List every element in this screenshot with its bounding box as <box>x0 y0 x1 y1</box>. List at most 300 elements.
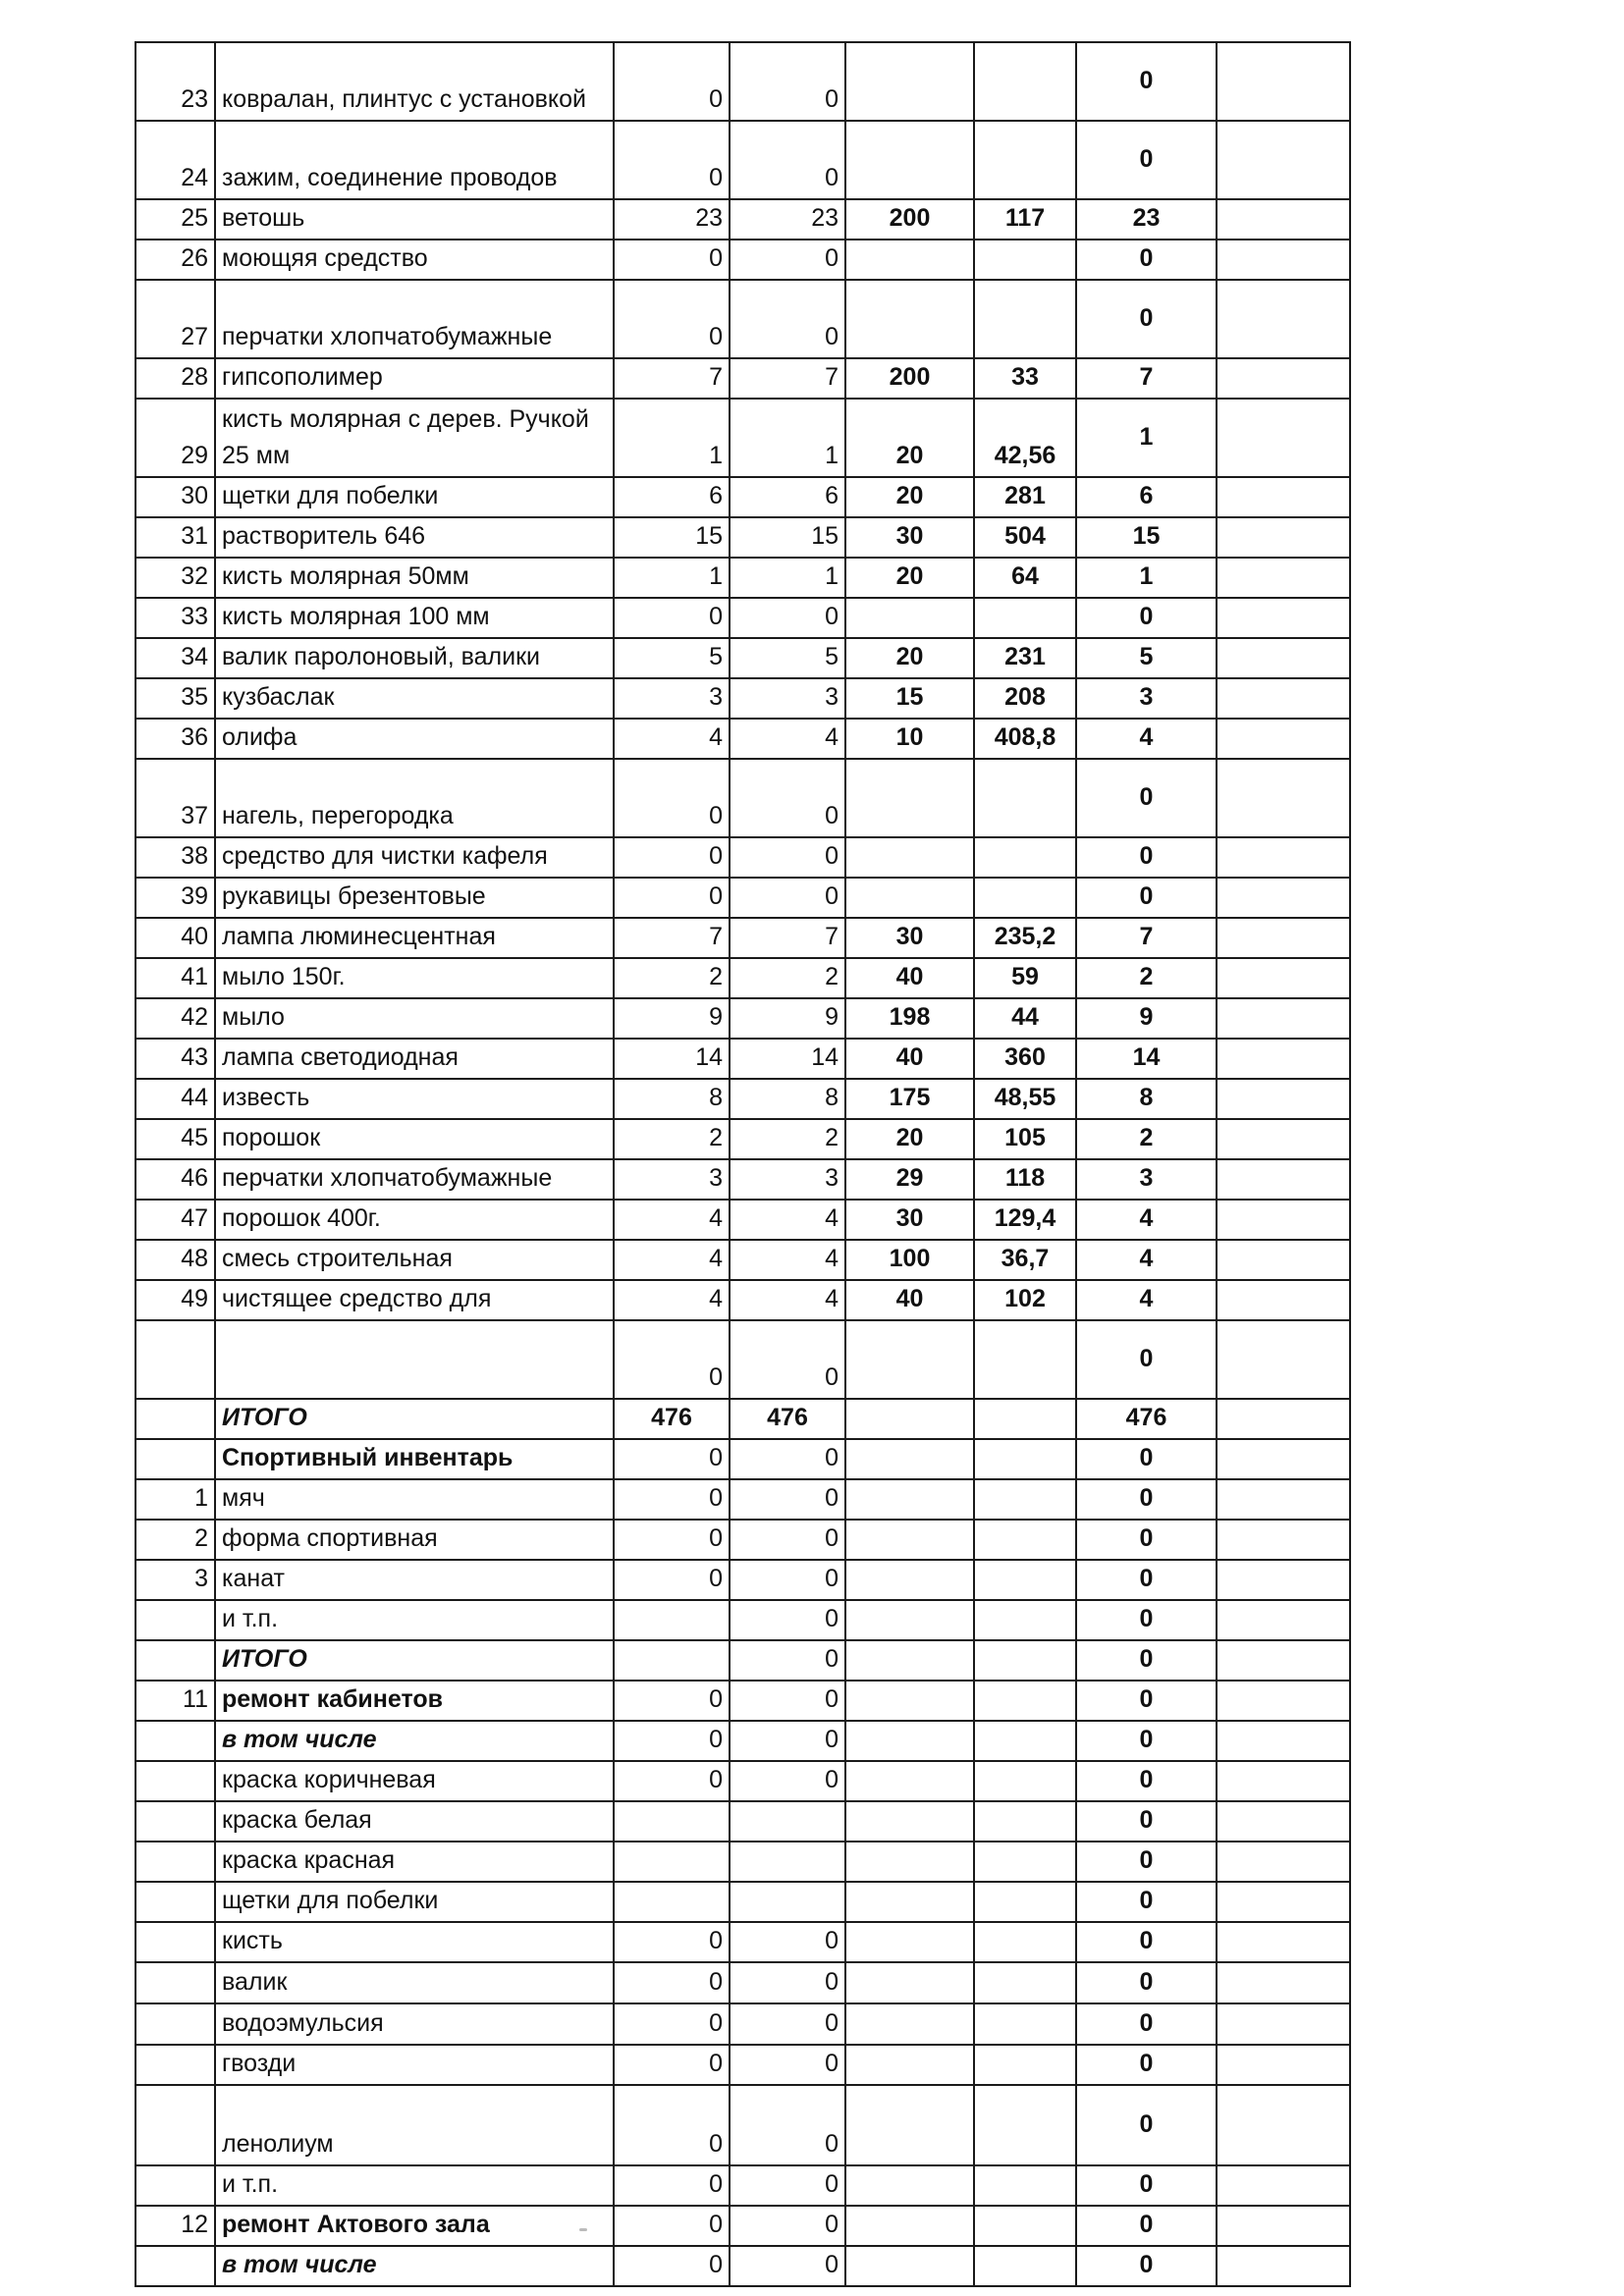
table-row <box>135 1399 1350 1439</box>
total-value: 0 <box>1076 1801 1217 1842</box>
empty-cell <box>1217 1320 1350 1399</box>
quantity-actual: 7 <box>730 918 845 958</box>
empty-cell <box>1217 759 1350 837</box>
item-name: порошок <box>215 1119 614 1159</box>
item-name: известь <box>215 1079 614 1119</box>
empty-cell <box>1217 998 1350 1039</box>
amount-value <box>974 1681 1076 1721</box>
price-value <box>845 1320 974 1399</box>
table-row <box>135 477 1350 517</box>
total-value: 0 <box>1076 2246 1217 2286</box>
total-value: 0 <box>1076 1721 1217 1761</box>
empty-cell <box>1217 678 1350 719</box>
total-value: 0 <box>1076 759 1217 837</box>
total-value: 5 <box>1076 638 1217 678</box>
quantity-actual: 0 <box>730 2246 845 2286</box>
quantity-planned: 3 <box>614 678 730 719</box>
amount-value <box>974 1320 1076 1399</box>
row-number: 3 <box>135 1560 215 1600</box>
empty-cell <box>1217 280 1350 358</box>
quantity-planned: 8 <box>614 1079 730 1119</box>
amount-value: 504 <box>974 517 1076 558</box>
row-number: 2 <box>135 1520 215 1560</box>
quantity-planned: 0 <box>614 1962 730 2003</box>
row-number: 37 <box>135 759 215 837</box>
price-value: 29 <box>845 1159 974 1200</box>
empty-cell <box>1217 558 1350 598</box>
table-row <box>135 998 1350 1039</box>
quantity-actual: 9 <box>730 998 845 1039</box>
item-name: кузбаслак <box>215 678 614 719</box>
row-number <box>135 1962 215 2003</box>
quantity-planned: 0 <box>614 2085 730 2165</box>
item-name: кисть молярная 100 мм <box>215 598 614 638</box>
empty-cell <box>1217 1922 1350 1962</box>
quantity-actual: 0 <box>730 837 845 878</box>
quantity-planned <box>614 1640 730 1681</box>
quantity-actual: 0 <box>730 1721 845 1761</box>
row-number <box>135 1600 215 1640</box>
item-name: в том числе <box>215 2246 614 2286</box>
table-row <box>135 1801 1350 1842</box>
empty-cell <box>1217 42 1350 121</box>
row-number <box>135 1922 215 1962</box>
table-row <box>135 1761 1350 1801</box>
table-row <box>135 1681 1350 1721</box>
empty-cell <box>1217 1681 1350 1721</box>
amount-value <box>974 878 1076 918</box>
row-number: 49 <box>135 1280 215 1320</box>
table-row <box>135 1320 1350 1399</box>
quantity-actual: 0 <box>730 598 845 638</box>
row-number: 11 <box>135 1681 215 1721</box>
item-name: чистящее средство для <box>215 1280 614 1320</box>
quantity-planned: 0 <box>614 2165 730 2206</box>
row-number: 31 <box>135 517 215 558</box>
table-row <box>135 678 1350 719</box>
amount-value <box>974 1842 1076 1882</box>
table-row <box>135 558 1350 598</box>
quantity-actual: 6 <box>730 477 845 517</box>
item-name: порошок 400г. <box>215 1200 614 1240</box>
empty-cell <box>1217 1962 1350 2003</box>
table-row <box>135 2003 1350 2045</box>
empty-cell <box>1217 878 1350 918</box>
table-row <box>135 1560 1350 1600</box>
price-value: 10 <box>845 719 974 759</box>
table-row <box>135 1479 1350 1520</box>
price-value <box>845 2165 974 2206</box>
total-value: 8 <box>1076 1079 1217 1119</box>
quantity-actual: 0 <box>730 1320 845 1399</box>
quantity-planned: 14 <box>614 1039 730 1079</box>
item-name: краска красная <box>215 1842 614 1882</box>
quantity-actual: 1 <box>730 558 845 598</box>
empty-cell <box>1217 1600 1350 1640</box>
table-row <box>135 358 1350 399</box>
empty-cell <box>1217 638 1350 678</box>
total-value: 0 <box>1076 1922 1217 1962</box>
row-number <box>135 1801 215 1842</box>
quantity-planned: 0 <box>614 240 730 280</box>
price-value <box>845 1439 974 1479</box>
empty-cell <box>1217 1240 1350 1280</box>
table-row <box>135 2165 1350 2206</box>
quantity-actual <box>730 1801 845 1842</box>
item-name: средство для чистки кафеля <box>215 837 614 878</box>
row-number: 48 <box>135 1240 215 1280</box>
row-number <box>135 1842 215 1882</box>
total-value: 0 <box>1076 1560 1217 1600</box>
amount-value: 64 <box>974 558 1076 598</box>
item-name: валик паролоновый, валики <box>215 638 614 678</box>
quantity-planned: 2 <box>614 958 730 998</box>
row-number: 24 <box>135 121 215 199</box>
quantity-planned: 1 <box>614 399 730 477</box>
table-row <box>135 759 1350 837</box>
scan-artifact <box>579 2228 587 2231</box>
quantity-planned: 0 <box>614 2003 730 2045</box>
table-row <box>135 1520 1350 1560</box>
table-row <box>135 2246 1350 2286</box>
table-row <box>135 1922 1350 1962</box>
table-row <box>135 1119 1350 1159</box>
item-name: перчатки хлопчатобумажные <box>215 1159 614 1200</box>
item-name <box>215 1320 614 1399</box>
quantity-actual: 1 <box>730 399 845 477</box>
amount-value: 59 <box>974 958 1076 998</box>
amount-value <box>974 1640 1076 1681</box>
row-number: 39 <box>135 878 215 918</box>
quantity-planned: 0 <box>614 1681 730 1721</box>
quantity-planned: 0 <box>614 598 730 638</box>
row-number <box>135 1721 215 1761</box>
amount-value <box>974 1761 1076 1801</box>
row-number: 33 <box>135 598 215 638</box>
item-name: краска коричневая <box>215 1761 614 1801</box>
item-name: в том числе <box>215 1721 614 1761</box>
empty-cell <box>1217 1842 1350 1882</box>
price-value <box>845 2246 974 2286</box>
row-number: 32 <box>135 558 215 598</box>
item-name: кисть <box>215 1922 614 1962</box>
quantity-actual: 2 <box>730 1119 845 1159</box>
amount-value <box>974 2003 1076 2045</box>
total-value: 1 <box>1076 399 1217 477</box>
item-name: кисть молярная с дерев. Ручкой 25 мм <box>215 399 614 477</box>
empty-cell <box>1217 2246 1350 2286</box>
empty-cell <box>1217 1439 1350 1479</box>
row-number: 25 <box>135 199 215 240</box>
amount-value <box>974 2165 1076 2206</box>
table-row <box>135 1600 1350 1640</box>
empty-cell <box>1217 1801 1350 1842</box>
quantity-actual: 2 <box>730 958 845 998</box>
item-name: канат <box>215 1560 614 1600</box>
price-value: 20 <box>845 399 974 477</box>
table-row <box>135 1439 1350 1479</box>
item-name: ремонт кабинетов <box>215 1681 614 1721</box>
total-value: 23 <box>1076 199 1217 240</box>
quantity-planned: 0 <box>614 1479 730 1520</box>
table-row <box>135 121 1350 199</box>
row-number: 47 <box>135 1200 215 1240</box>
empty-cell <box>1217 719 1350 759</box>
amount-value: 408,8 <box>974 719 1076 759</box>
price-value: 40 <box>845 958 974 998</box>
item-name: валик <box>215 1962 614 2003</box>
quantity-planned: 7 <box>614 918 730 958</box>
quantity-planned: 0 <box>614 1320 730 1399</box>
total-value: 0 <box>1076 878 1217 918</box>
price-value <box>845 1600 974 1640</box>
item-name: растворитель 646 <box>215 517 614 558</box>
empty-cell <box>1217 1882 1350 1922</box>
row-number: 40 <box>135 918 215 958</box>
quantity-actual: 0 <box>730 280 845 358</box>
item-name: нагель, перегородка <box>215 759 614 837</box>
price-value <box>845 837 974 878</box>
amount-value <box>974 2206 1076 2246</box>
quantity-planned <box>614 1882 730 1922</box>
item-name: олифа <box>215 719 614 759</box>
amount-value <box>974 759 1076 837</box>
price-value: 200 <box>845 199 974 240</box>
quantity-actual: 0 <box>730 121 845 199</box>
quantity-planned: 6 <box>614 477 730 517</box>
quantity-actual: 4 <box>730 1200 845 1240</box>
quantity-actual: 0 <box>730 1761 845 1801</box>
table-row <box>135 598 1350 638</box>
amount-value: 281 <box>974 477 1076 517</box>
quantity-actual: 0 <box>730 878 845 918</box>
quantity-actual: 14 <box>730 1039 845 1079</box>
quantity-actual: 15 <box>730 517 845 558</box>
row-number <box>135 2003 215 2045</box>
item-name: перчатки хлопчатобумажные <box>215 280 614 358</box>
amount-value <box>974 2045 1076 2085</box>
amount-value <box>974 1801 1076 1842</box>
total-value: 0 <box>1076 1320 1217 1399</box>
quantity-actual: 0 <box>730 240 845 280</box>
quantity-actual: 0 <box>730 1600 845 1640</box>
row-number <box>135 1761 215 1801</box>
row-number: 46 <box>135 1159 215 1200</box>
empty-cell <box>1217 477 1350 517</box>
item-name: ветошь <box>215 199 614 240</box>
table-row <box>135 240 1350 280</box>
total-value: 0 <box>1076 121 1217 199</box>
price-value <box>845 1681 974 1721</box>
table-row <box>135 2085 1350 2165</box>
empty-cell <box>1217 240 1350 280</box>
total-value: 4 <box>1076 1200 1217 1240</box>
quantity-actual: 23 <box>730 199 845 240</box>
amount-value <box>974 1721 1076 1761</box>
table-row <box>135 837 1350 878</box>
item-name: кисть молярная 50мм <box>215 558 614 598</box>
empty-cell <box>1217 1520 1350 1560</box>
total-value: 1 <box>1076 558 1217 598</box>
item-name: ленолиум <box>215 2085 614 2165</box>
total-value: 6 <box>1076 477 1217 517</box>
price-value <box>845 1962 974 2003</box>
quantity-planned: 0 <box>614 759 730 837</box>
empty-cell <box>1217 1640 1350 1681</box>
total-value: 7 <box>1076 358 1217 399</box>
row-number: 34 <box>135 638 215 678</box>
row-number: 45 <box>135 1119 215 1159</box>
quantity-actual: 0 <box>730 1640 845 1681</box>
item-name: мяч <box>215 1479 614 1520</box>
price-value <box>845 1721 974 1761</box>
row-number: 42 <box>135 998 215 1039</box>
row-number: 35 <box>135 678 215 719</box>
empty-cell <box>1217 1479 1350 1520</box>
total-value: 2 <box>1076 958 1217 998</box>
row-number <box>135 1320 215 1399</box>
amount-value: 117 <box>974 199 1076 240</box>
quantity-actual: 0 <box>730 1520 845 1560</box>
quantity-planned: 1 <box>614 558 730 598</box>
table-row <box>135 42 1350 121</box>
budget-table <box>135 41 1351 2287</box>
total-value: 476 <box>1076 1399 1217 1439</box>
amount-value: 118 <box>974 1159 1076 1200</box>
price-value <box>845 2206 974 2246</box>
row-number <box>135 2085 215 2165</box>
price-value: 20 <box>845 477 974 517</box>
empty-cell <box>1217 837 1350 878</box>
table-row <box>135 1039 1350 1079</box>
empty-cell <box>1217 1119 1350 1159</box>
table-row <box>135 199 1350 240</box>
empty-cell <box>1217 2165 1350 2206</box>
quantity-actual: 0 <box>730 2003 845 2045</box>
amount-value <box>974 280 1076 358</box>
amount-value <box>974 1439 1076 1479</box>
amount-value: 102 <box>974 1280 1076 1320</box>
quantity-actual: 0 <box>730 2206 845 2246</box>
table-row <box>135 399 1350 477</box>
price-value <box>845 1640 974 1681</box>
quantity-planned: 0 <box>614 1560 730 1600</box>
quantity-actual: 0 <box>730 1560 845 1600</box>
table-row <box>135 280 1350 358</box>
table-row <box>135 638 1350 678</box>
item-name: лампа люминесцентная <box>215 918 614 958</box>
quantity-planned <box>614 1600 730 1640</box>
total-value: 0 <box>1076 1520 1217 1560</box>
row-number <box>135 2045 215 2085</box>
row-number <box>135 1439 215 1479</box>
quantity-planned <box>614 1842 730 1882</box>
total-value: 0 <box>1076 1882 1217 1922</box>
price-value: 30 <box>845 517 974 558</box>
quantity-planned: 0 <box>614 1761 730 1801</box>
amount-value <box>974 1560 1076 1600</box>
price-value: 30 <box>845 918 974 958</box>
total-value: 0 <box>1076 2045 1217 2085</box>
row-number: 29 <box>135 399 215 477</box>
item-name: и т.п. <box>215 1600 614 1640</box>
price-value <box>845 1801 974 1842</box>
price-value: 175 <box>845 1079 974 1119</box>
quantity-actual: 0 <box>730 1681 845 1721</box>
price-value <box>845 240 974 280</box>
amount-value <box>974 240 1076 280</box>
price-value: 20 <box>845 638 974 678</box>
table-body <box>135 42 1350 2286</box>
empty-cell <box>1217 2085 1350 2165</box>
item-name: лампа светодиодная <box>215 1039 614 1079</box>
item-name: и т.п. <box>215 2165 614 2206</box>
total-value: 0 <box>1076 598 1217 638</box>
row-number <box>135 1399 215 1439</box>
quantity-actual: 0 <box>730 2085 845 2165</box>
total-value: 0 <box>1076 1439 1217 1479</box>
price-value <box>845 1922 974 1962</box>
price-value <box>845 1399 974 1439</box>
row-number <box>135 1882 215 1922</box>
table-row <box>135 1640 1350 1681</box>
row-number: 36 <box>135 719 215 759</box>
quantity-planned: 0 <box>614 2206 730 2246</box>
total-value: 15 <box>1076 517 1217 558</box>
empty-cell <box>1217 1761 1350 1801</box>
total-value: 0 <box>1076 1842 1217 1882</box>
quantity-planned: 0 <box>614 121 730 199</box>
quantity-planned: 0 <box>614 1922 730 1962</box>
quantity-planned: 0 <box>614 1520 730 1560</box>
quantity-planned: 476 <box>614 1399 730 1439</box>
total-value: 2 <box>1076 1119 1217 1159</box>
item-name: форма спортивная <box>215 1520 614 1560</box>
row-number <box>135 2246 215 2286</box>
item-name: моющяя средство <box>215 240 614 280</box>
total-value: 3 <box>1076 678 1217 719</box>
quantity-planned: 4 <box>614 1240 730 1280</box>
quantity-planned: 3 <box>614 1159 730 1200</box>
amount-value: 33 <box>974 358 1076 399</box>
total-value: 0 <box>1076 2003 1217 2045</box>
total-value: 0 <box>1076 1962 1217 2003</box>
quantity-actual: 8 <box>730 1079 845 1119</box>
quantity-planned: 0 <box>614 2246 730 2286</box>
amount-value <box>974 2085 1076 2165</box>
amount-value: 235,2 <box>974 918 1076 958</box>
empty-cell <box>1217 1159 1350 1200</box>
table-row <box>135 517 1350 558</box>
table-row <box>135 1079 1350 1119</box>
table-row <box>135 1842 1350 1882</box>
row-number: 44 <box>135 1079 215 1119</box>
item-name: рукавицы брезентовые <box>215 878 614 918</box>
empty-cell <box>1217 2206 1350 2246</box>
price-value: 40 <box>845 1280 974 1320</box>
price-value <box>845 1761 974 1801</box>
empty-cell <box>1217 1280 1350 1320</box>
quantity-actual: 0 <box>730 2045 845 2085</box>
total-value: 4 <box>1076 719 1217 759</box>
amount-value <box>974 42 1076 121</box>
empty-cell <box>1217 1721 1350 1761</box>
table-row <box>135 1721 1350 1761</box>
quantity-planned: 0 <box>614 1439 730 1479</box>
empty-cell <box>1217 918 1350 958</box>
amount-value <box>974 2246 1076 2286</box>
row-number <box>135 1640 215 1681</box>
